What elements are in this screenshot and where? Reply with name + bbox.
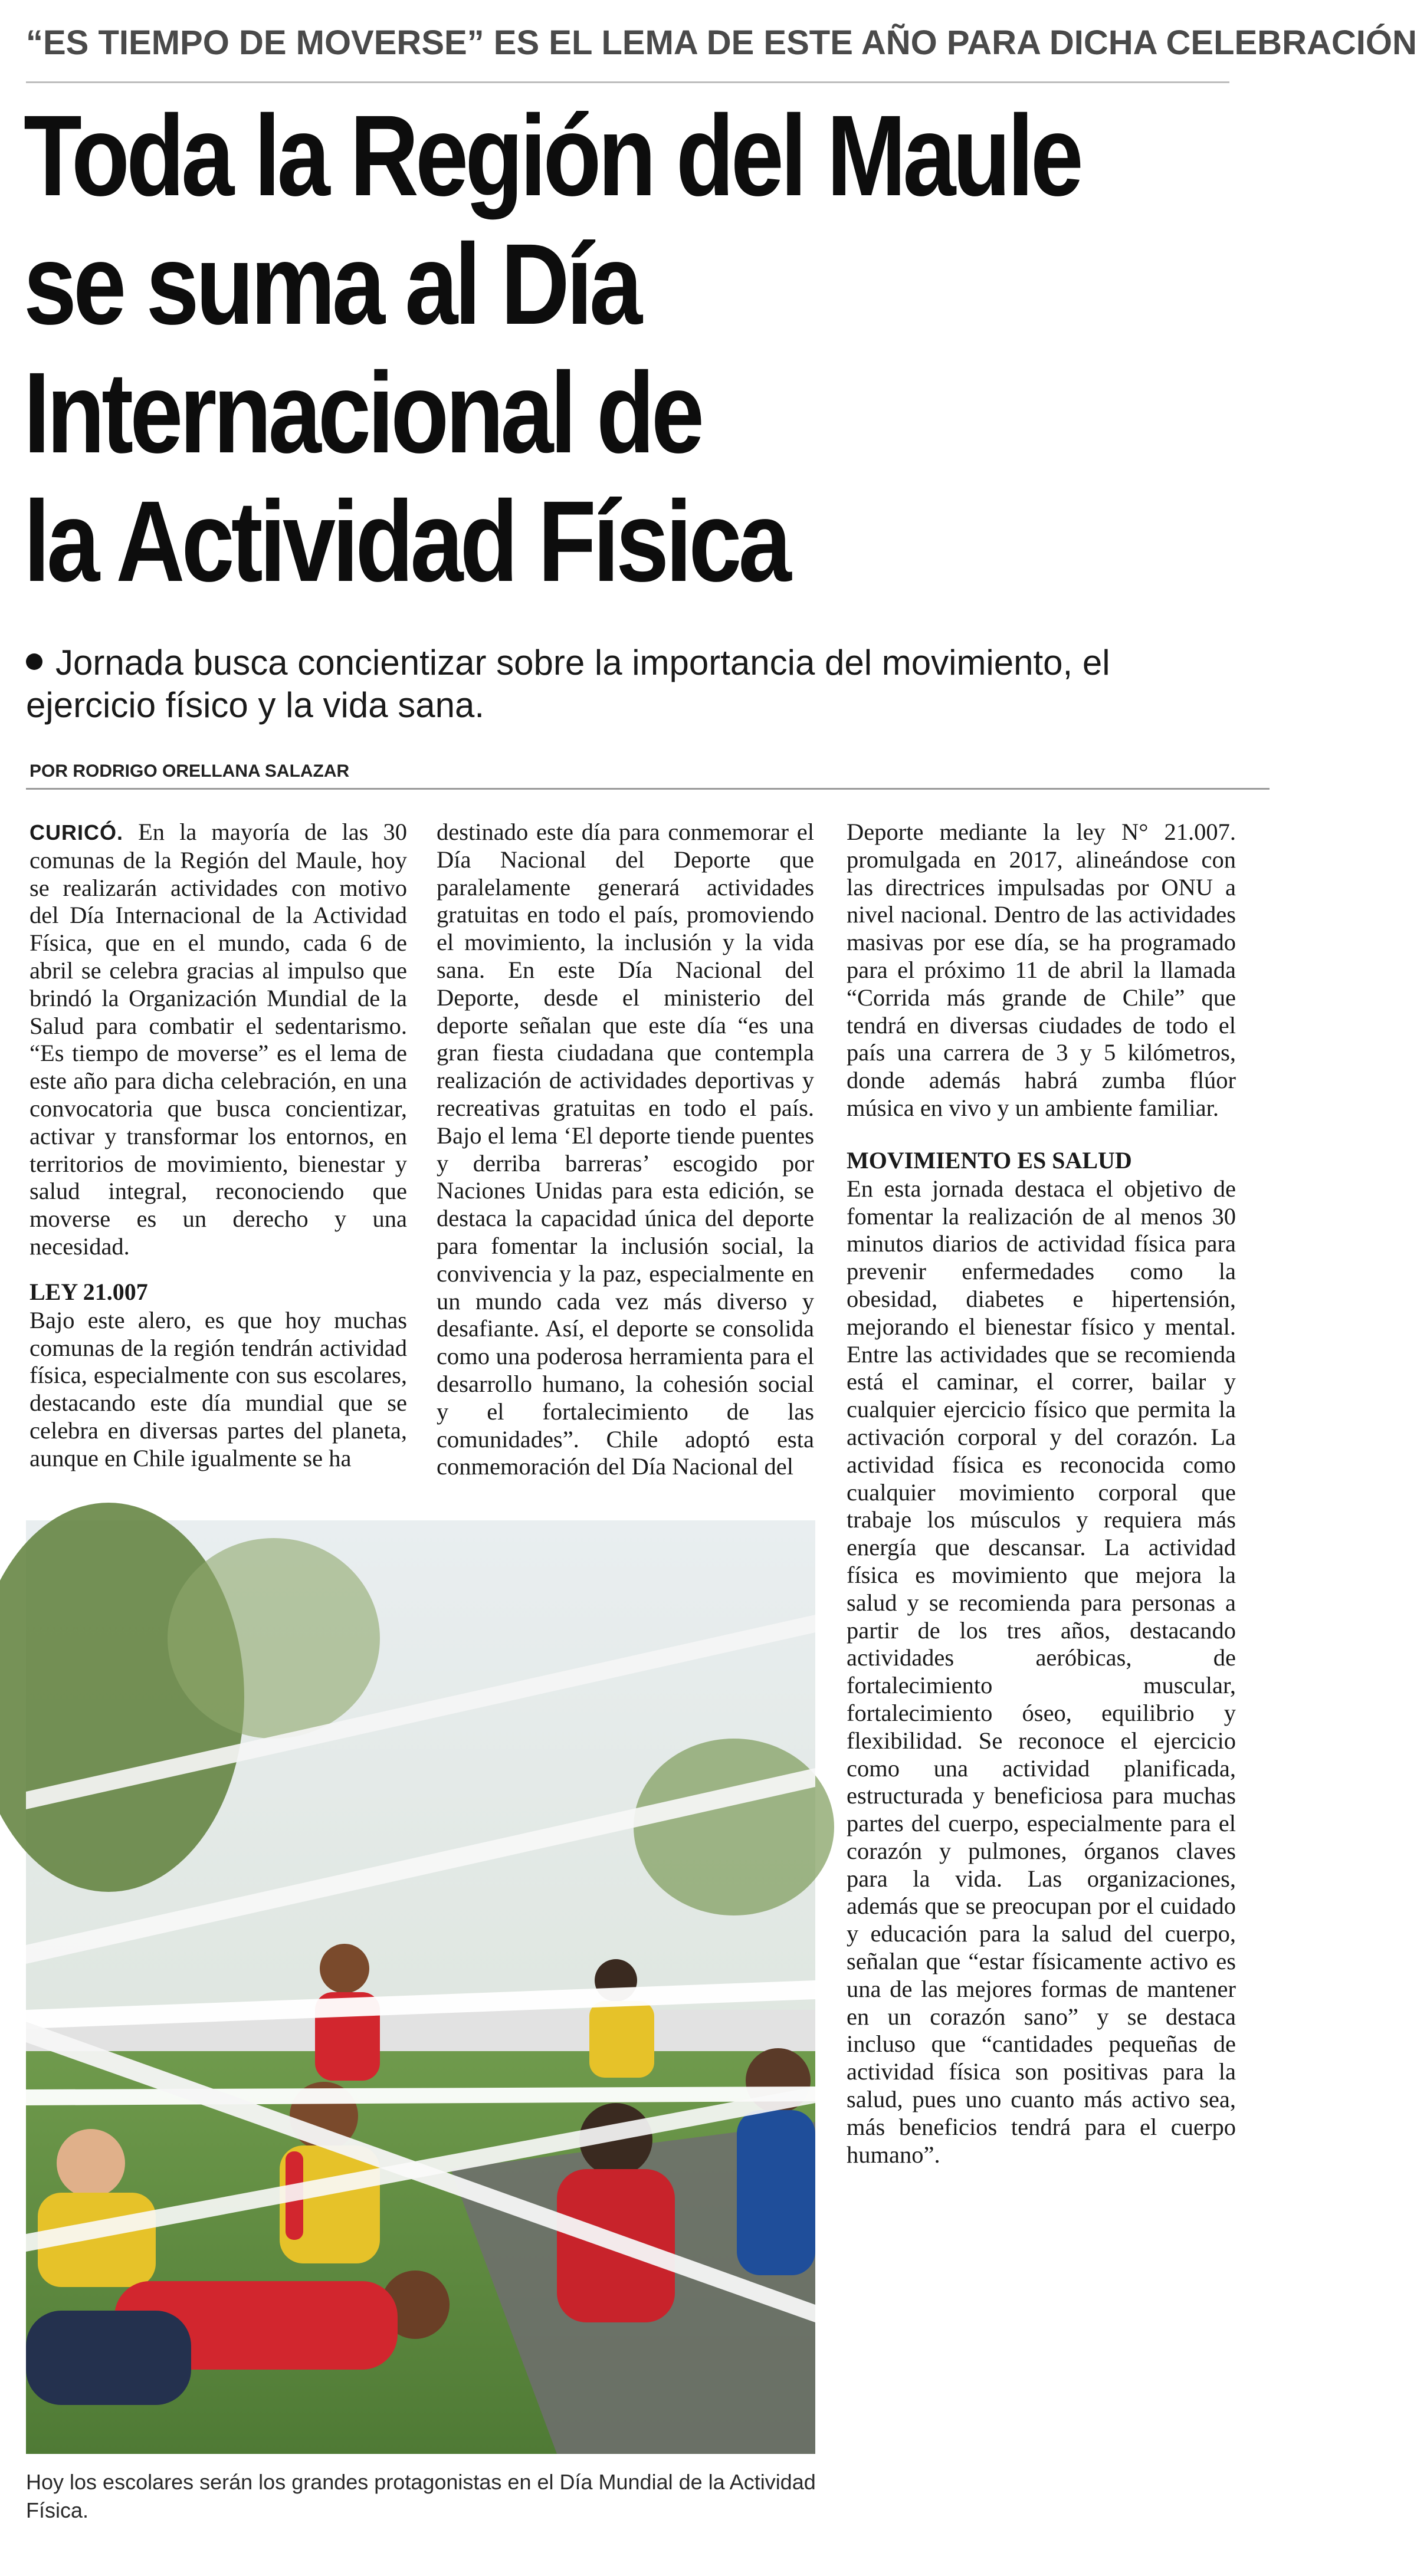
kicker: “ES TIEMPO DE MOVERSE” ES EL LEMA DE ESTE AÑO PARA DICHA CELEBRACIÓN — [26, 24, 1417, 62]
headline-line-3: Internacional de — [24, 349, 701, 477]
photo-tree-right — [634, 1739, 834, 1915]
byline-divider — [26, 788, 1270, 790]
paragraph-2-text-c: Deporte mediante la ley N° 21.007. promulgada en 2017, alineándose con las directrices impulsadas por ONU a nivel nacional. Dentro de las actividades masivas por ese día, se ha programado para el próximo 11 de abril la llamada “Corrida más grande de Chile” que tendrá en diversas ciudades de todo el país una carrera de 3 y 5 kilómetros, donde además habrá zumba flúor música en vivo y un ambiente familiar. — [847, 819, 1236, 1121]
headline — [24, 91, 1248, 606]
article-column-3 — [847, 819, 1236, 2168]
paragraph-1-text: En la mayoría de las 30 comunas de la Región del Maule, hoy se realizarán actividades con motivo del Día Internacional de la Actividad Física, que en el mundo, cada 6 de abril se celebra gracias al impulso que brindó la Organización Mundial de la Salud para combatir el sedentarismo. “Es tiempo de moverse” es el lema de este año para dicha celebración, en una convocatoria que busca concientizar, activar y transformar los entornos, en territorios de movimiento, bienestar y salud integral, reconociendo que moverse es un derecho y una necesidad. — [29, 819, 407, 1260]
paragraph-1 — [29, 819, 407, 1261]
paragraph-2-text-a: Bajo este alero, es que hoy muchas comunas de la región tendrán actividad física, especialmente con sus escolares, destacando este día mundial que se celebra en diversas partes del planeta, aunque en Chile igualmente se ha — [29, 1306, 407, 1471]
byline: POR RODRIGO ORELLANA SALAZAR — [29, 761, 350, 781]
subhead-movimiento: MOVIMIENTO ES SALUD — [847, 1146, 1132, 1174]
article-column-1 — [29, 819, 407, 1473]
photo-illustration — [26, 1520, 815, 2454]
deck — [26, 642, 1147, 727]
paragraph-2-part-1 — [29, 1307, 407, 1473]
photo-tree-back — [168, 1538, 380, 1739]
article-photo — [26, 1520, 815, 2454]
bullet-icon — [26, 653, 42, 670]
subhead-ley: LEY 21.007 — [29, 1278, 148, 1305]
dateline: CURICÓ. — [29, 820, 123, 845]
top-divider — [26, 81, 1229, 83]
headline-line-4: la Actividad Física — [24, 477, 788, 606]
headline-line-2: se suma al Día — [24, 220, 639, 349]
paragraph-3: En esta jornada destaca el objetivo de fomentar la realización de al menos 30 minutos diarios de actividad física para prevenir enfermedades como la obesidad, diabetes e hipertensión, mejorando el bienestar físico y mental. Entre las actividades que se recomienda está el caminar, el correr, bailar y cualquier ejercicio físico que permita la activación corporal y del corazón. La actividad física es reconocida como cualquier movimiento corporal que trabaje los músculos y requiera más energía que descansar. La actividad física es movimiento que mejora la salud y se recomienda para personas a partir de los tres años, destacando actividades aeróbicas, de fortalecimiento muscular, fortalecimiento óseo, equilibrio y flexibilidad. Se reconoce el ejercicio como una actividad planificada, estructurada y beneficiosa para muchas partes del cuerpo, especialmente para el corazón y pulmones, órganos claves para la vida. Las organizaciones, además que se preocupan por el cuidado y educación para la salud del cuerpo, señalan que “estar físicamente activo es una de las mejores formas de mantener en un corazón sano” y se destaca incluso que “cantidades pequeñas de actividad física son positivas para la salud, pues uno cuanto más activo sea, más beneficios tendrá para el cuerpo humano”. — [847, 1175, 1236, 2168]
article-column-2 — [437, 819, 814, 1481]
deck-text: Jornada busca concientizar sobre la importancia del movimiento, el ejercicio físico y la vida sana. — [26, 643, 1110, 725]
paragraph-2-text-b: destinado este día para conmemorar el Día Nacional del Deporte que paralelamente generará actividades gratuitas en todo el país, promoviendo el movimiento, la inclusión y la vida sana. En este Día Nacional del Deporte, desde el ministerio del deporte señalan que este día “es una gran fiesta ciudadana que contempla realización de actividades deportivas y recreativas gratuitas en todo el país. Bajo el lema ‘El deporte tiende puentes y derriba barreras’ escogido por Naciones Unidas para esta edición, se destaca la capacidad única del deporte para fomentar la inclusión social, la convivencia y la paz, especialmente en un mundo cada vez más diverso y desafiante. Así, el deporte se consolida como una poderosa herramienta para el desarrollo humano, la cohesión social y el fortalecimiento de las comunidades”. Chile adoptó esta conmemoración del Día Nacional del — [437, 819, 814, 1480]
photo-caption: Hoy los escolares serán los grandes protagonistas en el Día Mundial de la Actividad Física. — [26, 2470, 816, 2522]
headline-line-1: Toda la Región del Maule — [24, 91, 1080, 220]
